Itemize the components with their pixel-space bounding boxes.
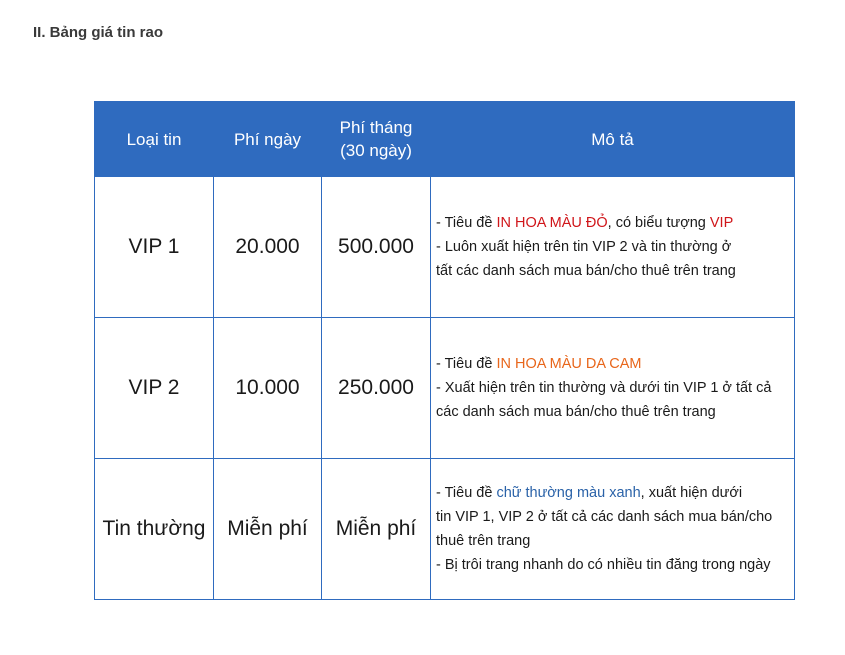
cell-description: [431, 177, 795, 318]
desc-line: các danh sách mua bán/cho thuê trên trang: [436, 404, 716, 420]
col-header-month-fee-line1: Phí tháng: [339, 118, 413, 137]
cell-day-fee: 10.000: [214, 318, 322, 459]
desc-text: - Tiêu đề: [436, 356, 497, 372]
desc-highlight: chữ thường màu xanh: [496, 485, 641, 501]
col-header-day-fee: Phí ngày: [214, 102, 322, 177]
cell-type: VIP 2: [95, 318, 214, 459]
col-header-type: Loại tin: [95, 102, 214, 177]
cell-description: [431, 318, 795, 459]
desc-highlight: VIP: [709, 215, 734, 231]
table-row-vip2: [95, 318, 795, 459]
table-header-row: [95, 102, 795, 177]
desc-text: , xuất hiện dưới: [640, 485, 743, 501]
price-table: [94, 101, 795, 600]
desc-line: - Xuất hiện trên tin thường và dưới tin VIP 1 ở tất cả: [436, 380, 772, 396]
desc-line: tất các danh sách mua bán/cho thuê trên trang: [436, 263, 736, 279]
cell-description: [431, 459, 795, 600]
cell-day-fee: 20.000: [214, 177, 322, 318]
desc-line: [436, 481, 790, 505]
section-title: II. Bảng giá tin rao: [33, 24, 164, 41]
desc-line: [436, 211, 790, 235]
cell-type: VIP 1: [95, 177, 214, 318]
desc-text: - Tiêu đề: [436, 485, 497, 501]
cell-month-fee: Miễn phí: [322, 459, 431, 600]
desc-line: [436, 352, 790, 376]
col-header-month-fee: [322, 102, 431, 177]
table-row-normal: [95, 459, 795, 600]
desc-line: - Luôn xuất hiện trên tin VIP 2 và tin thường ở: [436, 239, 732, 255]
table-row-vip1: [95, 177, 795, 318]
cell-month-fee: 250.000: [322, 318, 431, 459]
desc-line: thuê trên trang: [436, 533, 531, 549]
desc-highlight: IN HOA MÀU ĐỎ: [496, 215, 608, 231]
desc-line: tin VIP 1, VIP 2 ở tất cả các danh sách mua bán/cho: [436, 509, 773, 525]
desc-text: - Tiêu đề: [436, 215, 497, 231]
desc-highlight: IN HOA MÀU DA CAM: [496, 356, 642, 372]
desc-line: - Bị trôi trang nhanh do có nhiều tin đăng trong ngày: [436, 557, 771, 573]
cell-month-fee: 500.000: [322, 177, 431, 318]
cell-type: Tin thường: [95, 459, 214, 600]
col-header-month-fee-line2: (30 ngày): [340, 141, 412, 160]
col-header-description: Mô tả: [431, 102, 795, 177]
desc-text: , có biểu tượng: [607, 215, 710, 231]
cell-day-fee: Miễn phí: [214, 459, 322, 600]
